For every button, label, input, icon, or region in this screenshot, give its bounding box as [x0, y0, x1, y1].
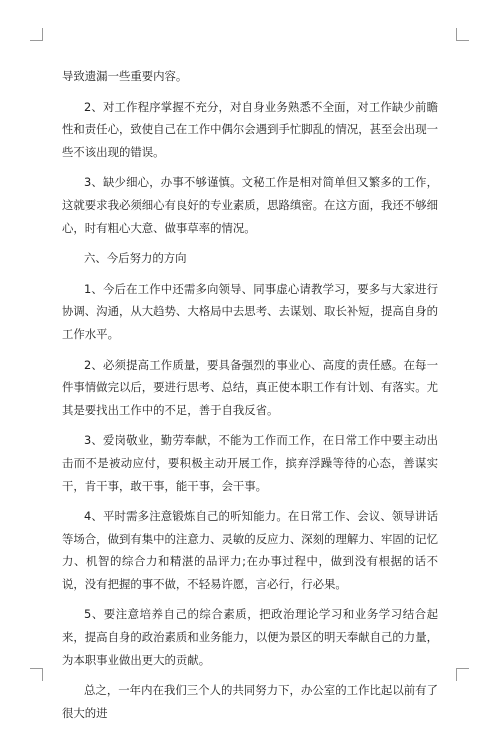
crop-mark-bottom-right	[456, 668, 469, 681]
paragraph-direction-5: 5、要注意培养自己的综合素质，把政治理论学习和业务学习结合起来，提高自身的政治素质和业务能力，以便为景区的明天奉献自己的力量，为本职事业做出更大的贡献。	[62, 607, 438, 667]
paragraph-direction-2: 2、必须提高工作质量，要具备强烈的事业心、高度的责任感。在每一件事情做完以后，要进行思考、总结，真正使本职工作有计划、有落实。尤其是要找出工作中的不足，善于自我反省。	[62, 357, 438, 417]
crop-mark-top-right	[456, 28, 469, 41]
paragraph-direction-1: 1、今后在工作中还需多向领导、同事虚心请教学习，要多与大家进行协调、沟通，从大趋势、大格局中去思考、去谋划、取长补短，提高自身的工作水平。	[62, 281, 438, 341]
crop-mark-bottom-left	[30, 668, 43, 681]
section-heading: 六、今后努力的方向	[84, 251, 187, 266]
paragraph-item-2: 2、对工作程序掌握不充分，对自身业务熟悉不全面，对工作缺少前瞻性和责任心，致使自己在工作中偶尔会遇到手忙脚乱的情况，甚至会出现一些不该出现的错误。	[62, 99, 438, 159]
paragraph-continuation: 导致遗漏一些重要内容。	[62, 69, 188, 83]
paragraph-direction-4: 4、平时需多注意锻炼自己的听知能力。在日常工作、会议、领导讲话等场合，做到有集中的注意力、灵敏的反应力、深刻的理解力、牢固的记忆力、机智的综合力和精湛的品评力;在办事过程中，做到没有根据的话不说，没有把握的事不做，不轻易许愿，言必行，行必果。	[62, 509, 438, 591]
paragraph-summary: 总之，一年内在我们三个人的共同努力下，办公室的工作比起以前有了很大的进	[62, 683, 438, 720]
paragraph-direction-3: 3、爱岗敬业，勤劳奉献，不能为工作而工作，在日常工作中要主动出击而不是被动应付，要积极主动开展工作，摈弃浮躁等待的心态，善谋实干，肯干事，敢干事，能干事，会干事。	[62, 433, 438, 493]
document-body	[62, 65, 438, 732]
paragraph-item-3: 3、缺少细心，办事不够谨慎。文秘工作是相对简单但又繁多的工作，这就要求我必须细心有良好的专业素质，思路缜密。在这方面，我还不够细心，时有粗心大意、做事草率的情况。	[62, 175, 438, 235]
crop-mark-top-left	[30, 28, 43, 41]
